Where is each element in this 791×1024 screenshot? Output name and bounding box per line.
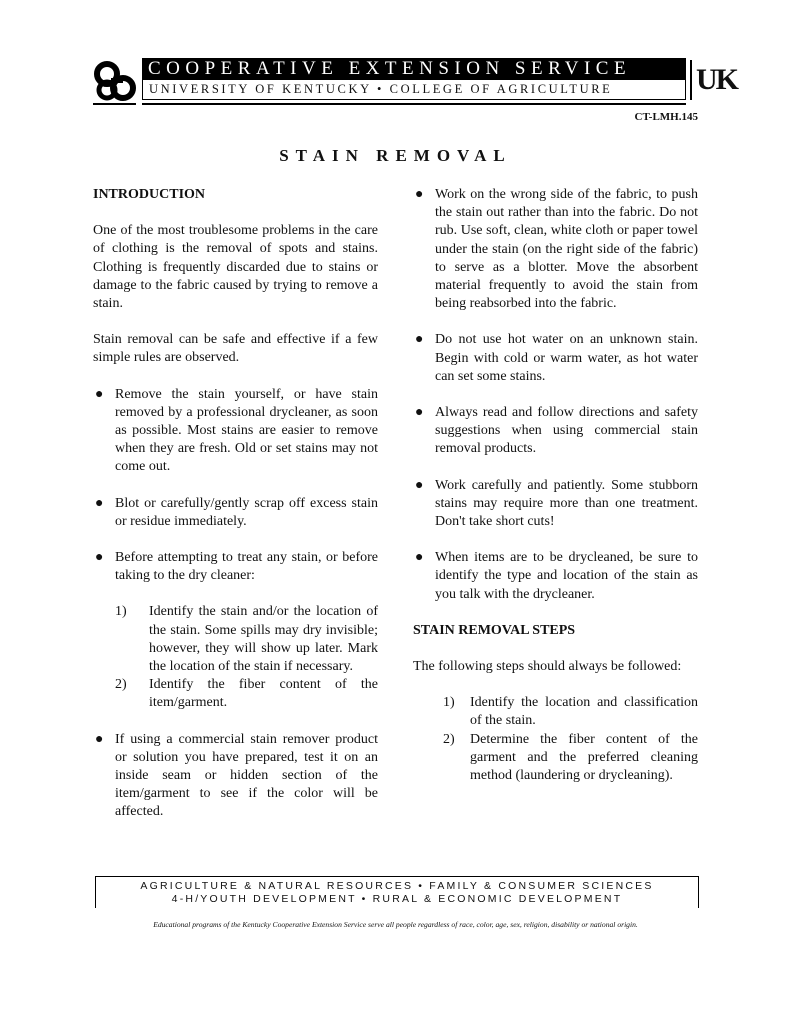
list-item bbox=[413, 477, 698, 532]
numbered-item bbox=[93, 603, 378, 676]
banner-subtitle: UNIVERSITY OF KENTUCKY • COLLEGE OF AGRICULTURE bbox=[142, 80, 686, 100]
numbered-item bbox=[93, 676, 378, 712]
equal-opportunity-note: Educational programs of the Kentucky Cooperative Extension Service serve all people regardless of race, color, age, sex, religion, disability or national origin. bbox=[153, 920, 638, 929]
numbered-item bbox=[413, 731, 698, 786]
numbered-item-text: Identify the stain and/or the location of the stain. Some spills may dry invisible; however, they will show up later. Mark the location of the stain if necessary. bbox=[149, 604, 378, 675]
list-item-text: Before attempting to treat any stain, or before taking to the dry cleaner: bbox=[115, 550, 378, 584]
bullet-icon: ● bbox=[415, 477, 424, 493]
page-title: STAIN REMOVAL bbox=[279, 146, 512, 165]
item-number: 2) bbox=[443, 731, 455, 747]
numbered-item-text: Determine the fiber content of the garment and the preferred cleaning method (laundering or drycleaning). bbox=[470, 731, 698, 784]
bullet-icon: ● bbox=[415, 550, 424, 566]
right-column bbox=[413, 186, 698, 785]
paragraph: The following steps should always be followed: bbox=[413, 659, 682, 675]
paragraph: One of the most troublesome problems in the care of clothing is the removal of spots and stains. Clothing is frequently discarded due to stains or damage to the fabric caused by trying to remove a stain. bbox=[93, 223, 378, 312]
list-item bbox=[413, 186, 698, 313]
section-heading: STAIN REMOVAL STEPS bbox=[413, 622, 576, 638]
list-item-text: Always read and follow directions and safety suggestions when using commercial stain removal products. bbox=[435, 405, 698, 457]
list-item-text: Work carefully and patiently. Some stubborn stains may require more than one treatment. Don't take short cuts! bbox=[435, 477, 698, 530]
numbered-item-text: Identify the fiber content of the item/garment. bbox=[149, 677, 378, 711]
numbered-item-text: Identify the location and classification of the stain. bbox=[470, 695, 698, 729]
list-item-text: Remove the stain yourself, or have stain removed by a professional drycleaner, as soon as possible. Most stains are easier to remove when they are fresh. Old or set stains may not come out. bbox=[115, 386, 378, 475]
program-areas-line: AGRICULTURE & NATURAL RESOURCES • FAMILY & CONSUMER SCIENCES bbox=[140, 880, 654, 892]
uk-logo: UK bbox=[690, 60, 737, 100]
bullet-icon: ● bbox=[95, 386, 104, 402]
banner-title: COOPERATIVE EXTENSION SERVICE bbox=[142, 58, 686, 80]
list-item bbox=[413, 331, 698, 386]
left-column bbox=[93, 186, 378, 822]
list-item bbox=[93, 386, 378, 477]
list-item-text: Work on the wrong side of the fabric, to push the stain out rather than into the fabric. Do not rub. Use soft, clean, white cloth or paper towel under the stain (on the right side of the fabric) to serve as a blotter. Move the absorbent material frequently to avoid the stain from being reabsorbed into the fabric. bbox=[435, 187, 698, 312]
header-rule bbox=[142, 103, 686, 105]
extension-logo-icon bbox=[93, 60, 137, 102]
paragraph: Stain removal can be safe and effective if a few simple rules are observed. bbox=[93, 332, 378, 366]
bullet-icon: ● bbox=[95, 731, 104, 747]
list-item-text: When items are to be drycleaned, be sure to identify the type and location of the stain as you talk with the drycleaner. bbox=[435, 550, 698, 602]
program-areas-line: 4-H/YOUTH DEVELOPMENT • RURAL & ECONOMIC DEVELOPMENT bbox=[171, 893, 623, 905]
item-number: 2) bbox=[115, 677, 127, 693]
list-item bbox=[93, 731, 378, 822]
bullet-icon: ● bbox=[415, 332, 424, 348]
bullet-icon: ● bbox=[415, 187, 424, 202]
list-item bbox=[413, 549, 698, 604]
numbered-item bbox=[413, 694, 698, 730]
letterhead bbox=[93, 58, 737, 104]
document-id: CT-LMH.145 bbox=[634, 111, 698, 123]
item-number: 1) bbox=[115, 604, 127, 620]
program-areas-box bbox=[95, 876, 699, 908]
section-heading: INTRODUCTION bbox=[93, 187, 206, 202]
list-item-text: If using a commercial stain remover product or solution you have prepared, test it on an inside seam or hidden section of the item/garment to see if the color will be affected. bbox=[115, 731, 378, 820]
banner bbox=[142, 58, 737, 100]
bullet-icon: ● bbox=[415, 405, 424, 421]
bullet-icon: ● bbox=[95, 495, 104, 511]
list-item-text: Blot or carefully/gently scrap off excess stain or residue immediately. bbox=[115, 495, 378, 529]
bullet-icon: ● bbox=[95, 550, 104, 566]
list-item bbox=[93, 495, 378, 531]
list-item bbox=[93, 549, 378, 585]
item-number: 1) bbox=[443, 695, 455, 711]
list-item bbox=[413, 404, 698, 459]
header-rule bbox=[93, 103, 136, 105]
list-item-text: Do not use hot water on an unknown stain. Begin with cold or warm water, as hot water can set some stains. bbox=[435, 332, 698, 384]
